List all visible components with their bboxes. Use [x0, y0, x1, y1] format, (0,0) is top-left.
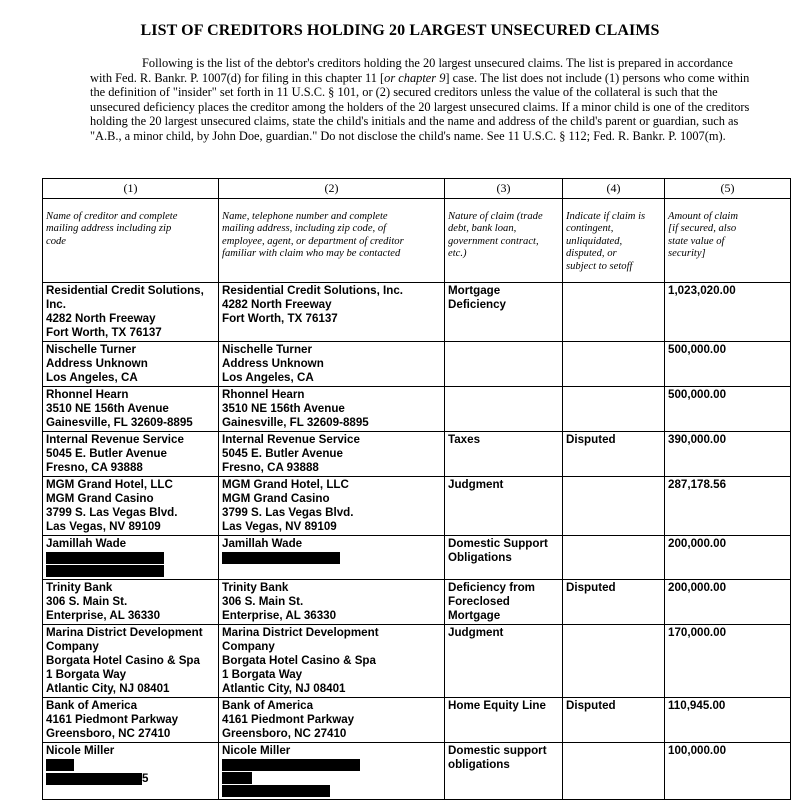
cell-line: Gainesville, FL 32609-8895: [222, 416, 369, 429]
cell-line: Bank of America: [46, 699, 138, 712]
cell-line: Fresno, CA 93888: [222, 461, 319, 474]
contact-cell: [219, 387, 445, 432]
cell-line: 1 Borgata Way: [222, 668, 303, 681]
header-line: security]: [668, 248, 706, 260]
cell-line: Atlantic City, NJ 08401: [222, 682, 346, 695]
cell-line: Deficiency: [448, 298, 506, 311]
cell-line: Residential Credit Solutions, Inc.: [222, 284, 404, 297]
header-line: Name of creditor and complete: [46, 211, 178, 222]
header-line: etc.): [448, 248, 467, 260]
cell-line: Bank of America: [222, 699, 314, 712]
cell-line: 306 S. Main St.: [222, 595, 304, 608]
column-number-row: [43, 179, 791, 199]
redaction-bar: [46, 773, 142, 785]
amount-cell: 170,000.00: [665, 625, 791, 698]
nature-cell: [445, 625, 563, 698]
cell-line: Internal Revenue Service: [46, 433, 184, 446]
cell-line: Inc.: [46, 298, 66, 311]
header-line: code: [46, 235, 66, 247]
contact-cell: [219, 283, 445, 342]
cell-line: Borgata Hotel Casino & Spa: [222, 654, 376, 667]
amount-cell: 1,023,020.00: [665, 283, 791, 342]
table-row: [43, 536, 791, 580]
header-line: subject to setoff: [566, 260, 633, 272]
redaction-bar: [222, 759, 360, 771]
cell-line: MGM Grand Casino: [222, 492, 330, 505]
nature-cell: [445, 432, 563, 477]
nature-cell: [445, 342, 563, 387]
nature-cell: [445, 283, 563, 342]
contact-cell: [219, 432, 445, 477]
intro-text-1: Following is the list of the debtor's creditors holding the 20 largest unsecured claims. The list is prepared in accordance with Fed. R. Bankr. P. 1007(d) for filing in this chapter 11 [: [90, 56, 733, 85]
header-line: employee, agent, or department of creditor: [222, 235, 404, 247]
amount-cell: 500,000.00: [665, 342, 791, 387]
header-line: familiar with claim who may be contacted: [222, 248, 401, 260]
header-line: mailing address, including zip code, of: [222, 223, 387, 235]
column-number: (4): [563, 179, 665, 199]
column-number: (1): [43, 179, 219, 199]
cell-line: Greensboro, NC 27410: [222, 727, 347, 740]
cell-line: MGM Grand Hotel, LLC: [222, 478, 349, 491]
column-number: (3): [445, 179, 563, 199]
cell-line: Mortgage: [448, 609, 501, 622]
amount-cell: 200,000.00: [665, 536, 791, 580]
amount-cell: 110,945.00: [665, 698, 791, 743]
contact-cell: [219, 743, 445, 800]
nature-cell: [445, 387, 563, 432]
cell-line: Los Angeles, CA: [46, 371, 138, 384]
cell-line: Trinity Bank: [46, 581, 113, 594]
cell-line: Jamillah Wade: [46, 537, 127, 550]
indicate-cell: [563, 283, 665, 342]
cell-line: Taxes: [448, 433, 481, 446]
cell-line: Marina District Development: [222, 626, 379, 639]
page-title: LIST OF CREDITORS HOLDING 20 LARGEST UNSECURED CLAIMS: [140, 22, 660, 39]
cell-line: 4161 Piedmont Parkway: [222, 713, 355, 726]
indicate-cell: [563, 536, 665, 580]
cell-line: Foreclosed: [448, 595, 510, 608]
cell-line: Domestic support: [448, 744, 547, 757]
cell-line: Deficiency from: [448, 581, 535, 594]
table-row: [43, 477, 791, 536]
table-row: [43, 432, 791, 477]
nature-cell: [445, 536, 563, 580]
redaction-bar: [46, 759, 74, 771]
cell-line: Mortgage: [448, 284, 501, 297]
redaction-bar: [46, 565, 164, 577]
column-header-nature: [445, 199, 563, 283]
column-header-contact: [219, 199, 445, 283]
cell-line: Judgment: [448, 478, 504, 491]
table-row: [43, 580, 791, 625]
amount-cell: 390,000.00: [665, 432, 791, 477]
cell-line: 3510 NE 156th Avenue: [46, 402, 169, 415]
cell-line: 5045 E. Butler Avenue: [46, 447, 167, 460]
partial-text: 5: [142, 772, 149, 785]
cell-line: Nischelle Turner: [46, 343, 136, 356]
creditor-cell: [43, 536, 219, 580]
cell-line: 4282 North Freeway: [46, 312, 156, 325]
cell-line: 306 S. Main St.: [46, 595, 128, 608]
cell-line: Enterprise, AL 36330: [222, 609, 337, 622]
cell-line: 4161 Piedmont Parkway: [46, 713, 179, 726]
cell-line: Jamillah Wade: [222, 537, 303, 550]
creditor-cell: [43, 743, 219, 800]
cell-line: 3510 NE 156th Avenue: [222, 402, 345, 415]
amount-cell: 287,178.56: [665, 477, 791, 536]
cell-line: MGM Grand Casino: [46, 492, 154, 505]
creditors-table: [42, 178, 791, 800]
cell-line: Atlantic City, NJ 08401: [46, 682, 170, 695]
column-number: (2): [219, 179, 445, 199]
column-number: (5): [665, 179, 791, 199]
cell-line: Fort Worth, TX 76137: [46, 326, 162, 339]
cell-line: 3799 S. Las Vegas Blvd.: [222, 506, 354, 519]
contact-cell: [219, 342, 445, 387]
header-line: Name, telephone number and complete: [222, 211, 388, 222]
redaction-bar: [222, 552, 340, 564]
nature-cell: [445, 698, 563, 743]
redaction-bar: [222, 785, 330, 797]
amount-cell: 500,000.00: [665, 387, 791, 432]
cell-line: Domestic Support: [448, 537, 548, 550]
cell-line: Fort Worth, TX 76137: [222, 312, 338, 325]
cell-line: Nicole Miller: [222, 744, 291, 757]
column-header-amount: [665, 199, 791, 283]
indicate-cell: [563, 625, 665, 698]
header-line: Nature of claim (trade: [448, 211, 543, 222]
cell-line: Fresno, CA 93888: [46, 461, 143, 474]
redaction-bar: [46, 552, 164, 564]
redacted-line: [46, 772, 215, 786]
intro-text-2: ] case. The list does not include (1) persons who come within the definition of "insider" set forth in 11 U.S.C. § 101, or (2) secured creditors unless the value of the collateral is such that the unsecured deficiency places the creditor among the holders of the 20 largest unsecured claims. If a minor child is one of the creditors holding the 20 largest unsecured claims, state the child's initials and the name and address of the child's parent or guardian, such as "A.B., a minor child, by John Doe, guardian." Do not disclose the child's name. See 11 U.S.C. § 112; Fed. R. Bankr. P. 1007(m).: [90, 70, 750, 143]
cell-line: Trinity Bank: [222, 581, 289, 594]
cell-line: Address Unknown: [46, 357, 148, 370]
creditor-cell: [43, 387, 219, 432]
contact-cell: [219, 536, 445, 580]
cell-line: 5045 E. Butler Avenue: [222, 447, 343, 460]
column-header-creditor: [43, 199, 219, 283]
cell-line: Gainesville, FL 32609-8895: [46, 416, 193, 429]
indicate-cell: Disputed: [563, 698, 665, 743]
amount-cell: 200,000.00: [665, 580, 791, 625]
table-row: [43, 743, 791, 800]
cell-line: 1 Borgata Way: [46, 668, 127, 681]
creditor-cell: [43, 283, 219, 342]
cell-line: Obligations: [448, 551, 512, 564]
creditor-cell: [43, 625, 219, 698]
cell-line: Nischelle Turner: [222, 343, 312, 356]
creditor-cell: [43, 342, 219, 387]
indicate-cell: Disputed: [563, 432, 665, 477]
table-row: [43, 698, 791, 743]
table-row: [43, 387, 791, 432]
cell-line: Borgata Hotel Casino & Spa: [46, 654, 200, 667]
indicate-cell: [563, 342, 665, 387]
header-line: [if secured, also: [668, 223, 737, 235]
indicate-cell: [563, 477, 665, 536]
cell-line: obligations: [448, 758, 510, 771]
header-line: government contract,: [448, 235, 539, 247]
cell-line: Enterprise, AL 36330: [46, 609, 161, 622]
contact-cell: [219, 698, 445, 743]
cell-line: Greensboro, NC 27410: [46, 727, 171, 740]
header-line: disputed, or: [566, 248, 617, 260]
cell-line: Rhonnel Hearn: [46, 388, 129, 401]
nature-cell: [445, 743, 563, 800]
creditor-cell: [43, 477, 219, 536]
table-row: [43, 342, 791, 387]
cell-line: Internal Revenue Service: [222, 433, 360, 446]
cell-line: Los Angeles, CA: [222, 371, 314, 384]
header-line: unliquidated,: [566, 235, 623, 247]
cell-line: Residential Credit Solutions,: [46, 284, 204, 297]
cell-line: 4282 North Freeway: [222, 298, 332, 311]
header-line: mailing address including zip: [46, 223, 172, 235]
cell-line: Las Vegas, NV 89109: [46, 520, 161, 533]
header-line: Amount of claim: [668, 211, 739, 222]
creditor-cell: [43, 432, 219, 477]
intro-text-italic: or chapter 9: [384, 70, 446, 85]
header-line: debt, bank loan,: [448, 223, 517, 235]
header-line: state value of: [668, 235, 725, 247]
contact-cell: [219, 580, 445, 625]
contact-cell: [219, 625, 445, 698]
indicate-cell: [563, 387, 665, 432]
cell-line: Rhonnel Hearn: [222, 388, 305, 401]
cell-line: Company: [222, 640, 275, 653]
cell-line: Company: [46, 640, 99, 653]
table-row: [43, 625, 791, 698]
table-row: [43, 283, 791, 342]
cell-line: Home Equity Line: [448, 699, 546, 712]
nature-cell: [445, 477, 563, 536]
creditor-cell: [43, 698, 219, 743]
header-line: Indicate if claim is: [566, 211, 646, 222]
redaction-bar: [222, 772, 252, 784]
column-header-row: [43, 199, 791, 283]
cell-line: Nicole Miller: [46, 744, 115, 757]
creditor-cell: [43, 580, 219, 625]
indicate-cell: Disputed: [563, 580, 665, 625]
cell-line: 3799 S. Las Vegas Blvd.: [46, 506, 178, 519]
cell-line: MGM Grand Hotel, LLC: [46, 478, 173, 491]
cell-line: Marina District Development: [46, 626, 203, 639]
cell-line: Judgment: [448, 626, 504, 639]
column-header-indicate: [563, 199, 665, 283]
nature-cell: [445, 580, 563, 625]
cell-line: Address Unknown: [222, 357, 324, 370]
indicate-cell: [563, 743, 665, 800]
header-line: contingent,: [566, 223, 614, 235]
contact-cell: [219, 477, 445, 536]
intro-paragraph: [90, 56, 750, 144]
cell-line: Las Vegas, NV 89109: [222, 520, 337, 533]
amount-cell: 100,000.00: [665, 743, 791, 800]
